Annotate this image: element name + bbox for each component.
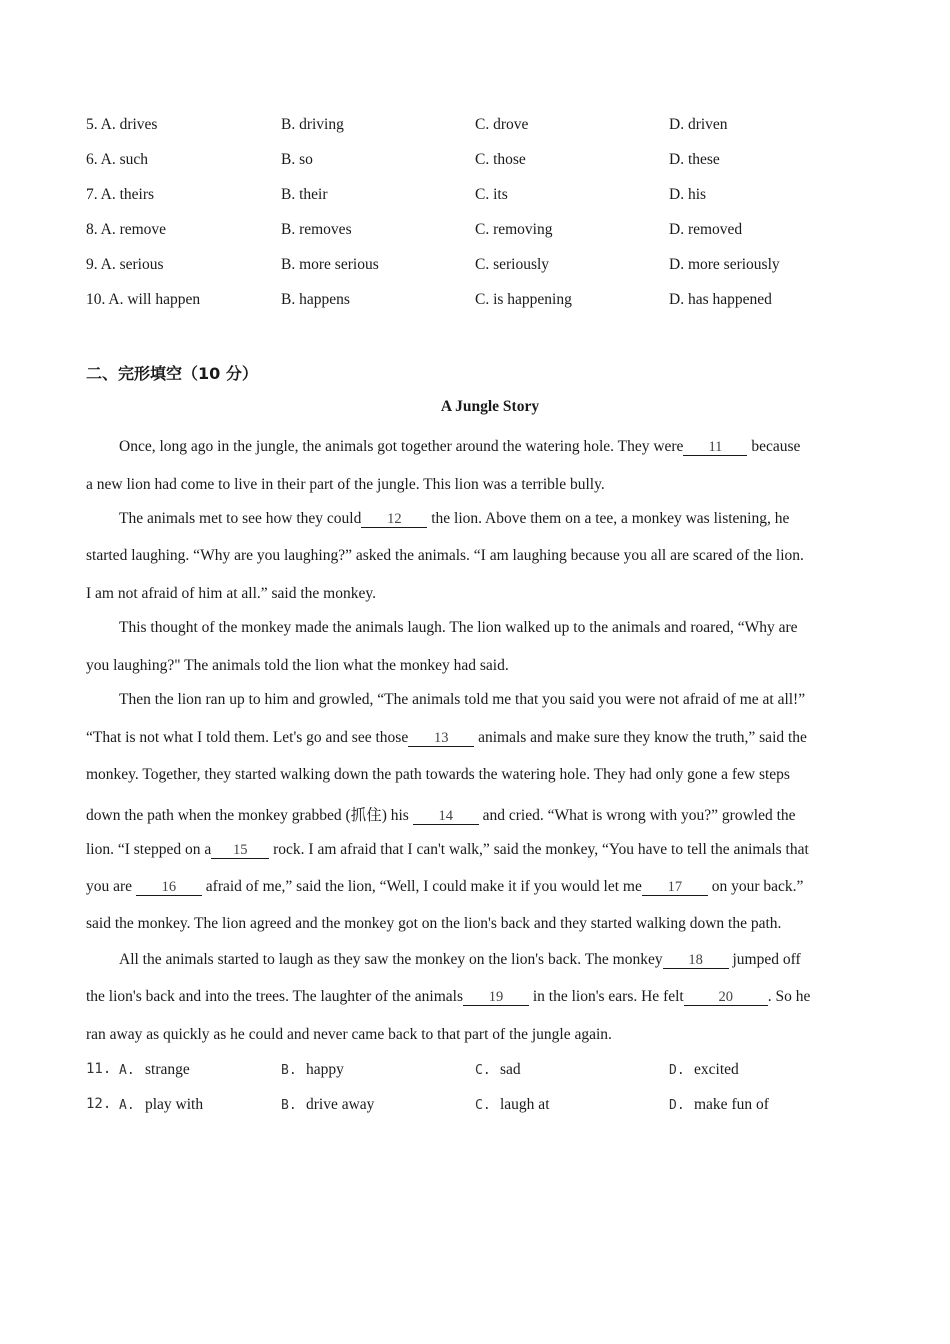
blank-19: 19 bbox=[463, 989, 529, 1006]
option-c: sad bbox=[500, 1061, 521, 1078]
story-text: “That is not what I told them. Let's go and see those bbox=[86, 729, 409, 746]
question-row bbox=[86, 1061, 886, 1083]
section-title: 二、完形填空（10 分） bbox=[86, 364, 258, 383]
option-a: strange bbox=[145, 1061, 190, 1078]
option-row bbox=[86, 256, 886, 278]
story-line: started laughing. “Why are you laughing?” asked the animals. “I am laughing because you all are scared of the lion. bbox=[86, 547, 804, 564]
option-a: play with bbox=[145, 1096, 204, 1113]
option-a: 7. A. theirs bbox=[86, 186, 155, 203]
option-b: B. so bbox=[281, 151, 313, 168]
story-text: lion. “I stepped on a bbox=[86, 841, 212, 858]
option-b: drive away bbox=[306, 1096, 375, 1113]
story-line bbox=[86, 729, 807, 747]
blank-18: 18 bbox=[663, 952, 729, 969]
story-text: in the lion's ears. He felt bbox=[532, 988, 684, 1005]
option-b: B. driving bbox=[281, 116, 344, 133]
blank-15: 15 bbox=[211, 842, 269, 859]
story-text: afraid of me,” said the lion, “Well, I could make it if you would let me bbox=[205, 878, 642, 895]
story-line bbox=[86, 841, 809, 859]
option-a: 8. A. remove bbox=[86, 221, 167, 238]
story-line: ran away as quickly as he could and never came back to that part of the jungle again. bbox=[86, 1026, 612, 1043]
option-d: D. driven bbox=[669, 116, 728, 133]
option-letter: A. bbox=[119, 1098, 135, 1113]
blank-16: 16 bbox=[136, 879, 202, 896]
option-c: laugh at bbox=[500, 1096, 550, 1113]
option-b: B. more serious bbox=[281, 256, 379, 273]
story-line bbox=[86, 878, 803, 896]
story-text: you are bbox=[86, 878, 133, 895]
option-a: 10. A. will happen bbox=[86, 291, 201, 308]
option-letter: C. bbox=[475, 1063, 491, 1078]
story-text: the lion. Above them on a tee, a monkey was listening, he bbox=[431, 510, 790, 527]
story-text: down the path when the monkey grabbed (抓住) his bbox=[86, 807, 409, 824]
option-d: D. has happened bbox=[669, 291, 772, 308]
option-c: C. is happening bbox=[475, 291, 572, 308]
option-letter: D. bbox=[669, 1063, 685, 1078]
option-b: B. their bbox=[281, 186, 328, 203]
story-line bbox=[119, 951, 801, 969]
option-c: C. its bbox=[475, 186, 508, 203]
option-a: 9. A. serious bbox=[86, 256, 164, 273]
blank-13: 13 bbox=[408, 730, 474, 747]
option-b: B. happens bbox=[281, 291, 350, 308]
story-text: on your back.” bbox=[711, 878, 804, 895]
story-text: Once, long ago in the jungle, the animals got together around the watering hole. They were bbox=[119, 438, 684, 455]
option-d: D. more seriously bbox=[669, 256, 780, 273]
story-text: animals and make sure they know the truth,” said the bbox=[478, 729, 807, 746]
story-text: . So he bbox=[767, 988, 811, 1005]
story-line bbox=[86, 988, 810, 1006]
story-line bbox=[86, 803, 796, 825]
option-letter: B. bbox=[281, 1063, 297, 1078]
blank-11: 11 bbox=[683, 439, 747, 456]
story-line: I am not afraid of him at all.” said the monkey. bbox=[86, 585, 376, 602]
story-line: Then the lion ran up to him and growled, “The animals told me that you said you were not afraid of me at all!” bbox=[119, 691, 806, 708]
option-d: D. his bbox=[669, 186, 707, 203]
question-number: 12. bbox=[86, 1096, 112, 1112]
story-line: you laughing?" The animals told the lion what the monkey had said. bbox=[86, 657, 509, 674]
story-text: The animals met to see how they could bbox=[119, 510, 362, 527]
blank-20: 20 bbox=[684, 989, 768, 1006]
story-text: rock. I am afraid that I can't walk,” said the monkey, “You have to tell the animals that bbox=[273, 841, 809, 858]
option-row bbox=[86, 186, 886, 208]
option-letter: B. bbox=[281, 1098, 297, 1113]
option-a: 5. A. drives bbox=[86, 116, 158, 133]
blank-14: 14 bbox=[413, 808, 479, 825]
question-row bbox=[86, 1096, 886, 1118]
option-letter: A. bbox=[119, 1063, 135, 1078]
option-b: B. removes bbox=[281, 221, 352, 238]
story-line: This thought of the monkey made the animals laugh. The lion walked up to the animals and roared, “Why are bbox=[119, 619, 798, 636]
story-text: jumped off bbox=[732, 951, 801, 968]
blank-17: 17 bbox=[642, 879, 708, 896]
option-d: D. removed bbox=[669, 221, 743, 238]
story-text: because bbox=[751, 438, 801, 455]
option-c: C. seriously bbox=[475, 256, 550, 273]
story-line bbox=[119, 438, 800, 456]
story-text: and cried. “What is wrong with you?” growled the bbox=[482, 807, 796, 824]
story-text: All the animals started to laugh as they saw the monkey on the lion's back. The monkey bbox=[119, 951, 663, 968]
option-row bbox=[86, 221, 886, 243]
option-letter: D. bbox=[669, 1098, 685, 1113]
story-line bbox=[119, 510, 789, 528]
story-line: a new lion had come to live in their part of the jungle. This lion was a terrible bully. bbox=[86, 476, 605, 493]
option-c: C. removing bbox=[475, 221, 553, 238]
option-d: make fun of bbox=[694, 1096, 769, 1113]
option-a: 6. A. such bbox=[86, 151, 148, 168]
story-line: monkey. Together, they started walking down the path towards the watering hole. They had only gone a few steps bbox=[86, 766, 790, 783]
option-d: excited bbox=[694, 1061, 739, 1078]
option-row bbox=[86, 151, 886, 173]
option-c: C. drove bbox=[475, 116, 529, 133]
option-letter: C. bbox=[475, 1098, 491, 1113]
question-number: 11. bbox=[86, 1061, 112, 1077]
option-d: D. these bbox=[669, 151, 720, 168]
option-c: C. those bbox=[475, 151, 526, 168]
blank-12: 12 bbox=[361, 511, 427, 528]
option-row bbox=[86, 291, 886, 313]
option-b: happy bbox=[306, 1061, 344, 1078]
story-title: A Jungle Story bbox=[440, 398, 540, 415]
story-text: the lion's back and into the trees. The laughter of the animals bbox=[86, 988, 463, 1005]
option-row bbox=[86, 116, 886, 138]
story-line: said the monkey. The lion agreed and the monkey got on the lion's back and they started walking down the path. bbox=[86, 915, 782, 932]
